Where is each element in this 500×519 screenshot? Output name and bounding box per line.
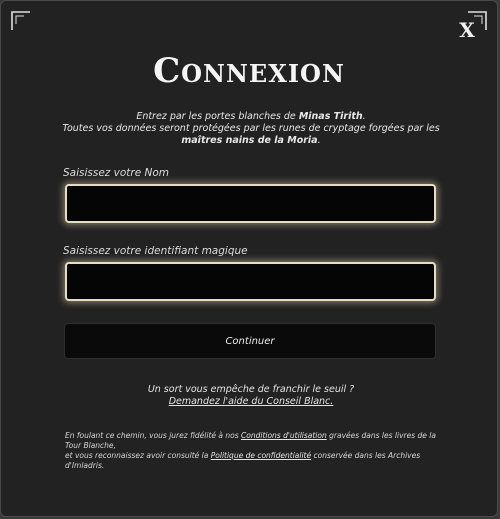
help-question: Un sort vous empêche de franchir le seuil ?: [147, 384, 355, 395]
legal-notice: [65, 431, 437, 471]
close-button[interactable]: X: [456, 18, 478, 42]
name-field-label: Saisissez votre Nom: [63, 167, 170, 179]
magic-id-field-label: Saisissez votre identifiant magique: [63, 245, 248, 257]
intro-line1-suffix: .: [362, 111, 366, 122]
help-section: [101, 384, 401, 408]
intro-line2-prefix: Toutes vos données seront protégées par les runes de cryptage forgées par les: [62, 123, 440, 134]
corner-bracket-icon: [11, 11, 31, 31]
intro-text: [61, 111, 441, 147]
intro-city: Minas Tirith: [298, 111, 363, 122]
legal-line-2: [65, 451, 437, 471]
intro-line2-suffix: .: [317, 135, 321, 146]
help-link[interactable]: Demandez l'aide du Conseil Blanc.: [168, 396, 334, 407]
privacy-link[interactable]: Politique de confidentialité: [210, 451, 312, 460]
page-title: Connexion: [153, 51, 345, 91]
legal-line2-prefix: et vous reconnaissez avoir consulté la: [65, 451, 211, 460]
intro-dwarves: maîtres nains de la Moria: [181, 135, 318, 146]
legal-line2-suffix: conservée dans les Archives d'Imladris.: [65, 451, 421, 470]
continue-button[interactable]: Continuer: [64, 323, 436, 359]
terms-link[interactable]: Conditions d'utilisation: [241, 431, 327, 440]
intro-line1-prefix: Entrez par les portes blanches de: [136, 111, 299, 122]
legal-line-1: [65, 431, 437, 451]
name-input[interactable]: [65, 184, 436, 223]
magic-id-input[interactable]: [65, 262, 436, 301]
legal-line1-suffix: gravées dans les livres de la Tour Blanche,: [65, 431, 436, 450]
legal-line1-prefix: En foulant ce chemin, vous jurez fidélité à nos: [65, 431, 242, 440]
